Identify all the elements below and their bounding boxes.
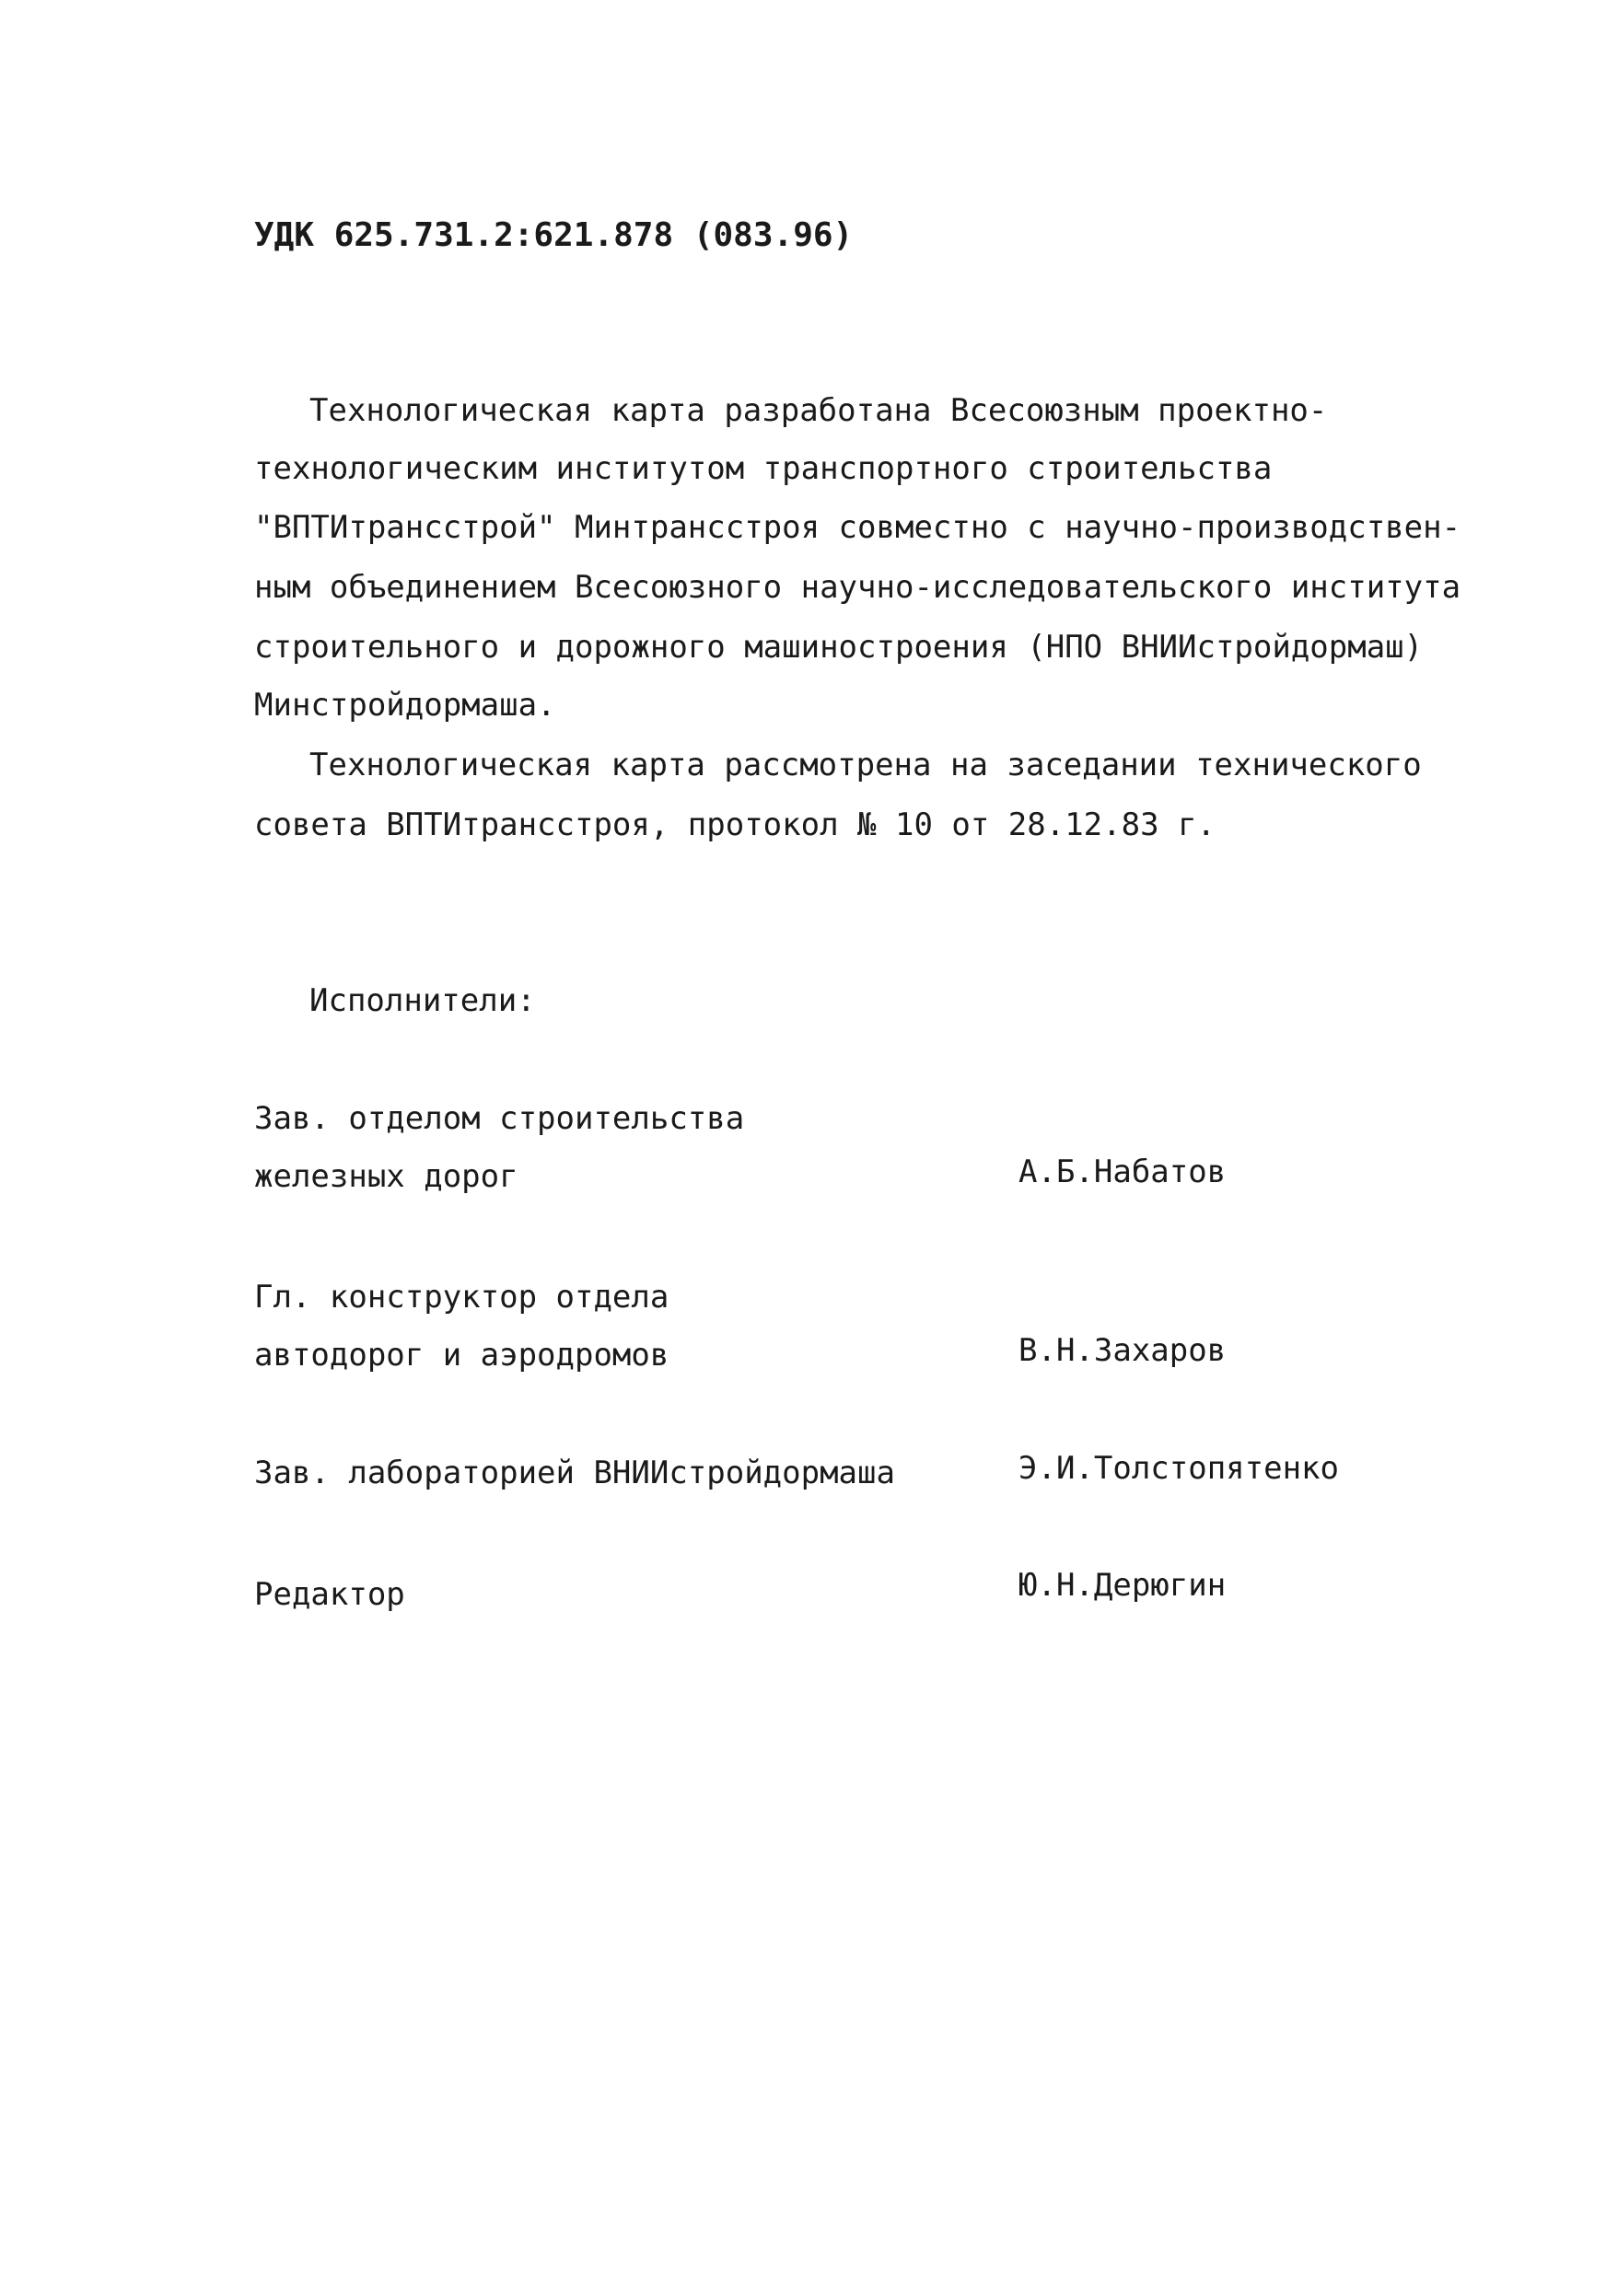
paragraph1-line-6: Минстройдормаша. (254, 687, 556, 724)
signer-3-role-line-1: Зав. лабораторией ВНИИстройдормаша (254, 1455, 895, 1491)
udk-code: УДК 625.731.2:621.878 (083.96) (254, 216, 854, 254)
paragraph1-line-1: Технологическая карта разработана Всесоюзным проектно- (309, 392, 1328, 429)
signer-4-name: Ю.Н.Дерюгин (1018, 1567, 1227, 1604)
signer-3-name: Э.И.Толстопятенко (1018, 1450, 1339, 1487)
signer-2-role-line-1: Гл. конструктор отдела (254, 1279, 669, 1316)
paragraph1-line-3: "ВПТИтрансстрой" Минтрансстроя совместно с научно-производствен- (254, 509, 1461, 546)
paragraph1-line-4: ным объединением Всесоюзного научно-исследовательского института (254, 569, 1461, 606)
signer-4-role-line-1: Редактор (254, 1576, 405, 1613)
signer-1-role-line-1: Зав. отделом строительства (254, 1100, 745, 1137)
signer-2-role-line-2: автодорог и аэродромов (254, 1337, 669, 1374)
executors-heading: Исполнители: (309, 982, 536, 1019)
signer-1-role-line-2: железных дорог (254, 1158, 518, 1195)
signer-1-name: А.Б.Набатов (1018, 1154, 1227, 1190)
paragraph2-line-2: совета ВПТИтрансстроя, протокол № 10 от 28.12.83 г. (254, 806, 1216, 843)
paragraph1-line-2: технологическим институтом транспортного строительства (254, 450, 1273, 487)
paragraph1-line-5: строительного и дорожного машиностроения (НПО ВНИИстройдормаш) (254, 629, 1424, 666)
signer-2-name: В.Н.Захаров (1018, 1332, 1227, 1369)
paragraph2-line-1: Технологическая карта рассмотрена на заседании технического (309, 747, 1422, 783)
